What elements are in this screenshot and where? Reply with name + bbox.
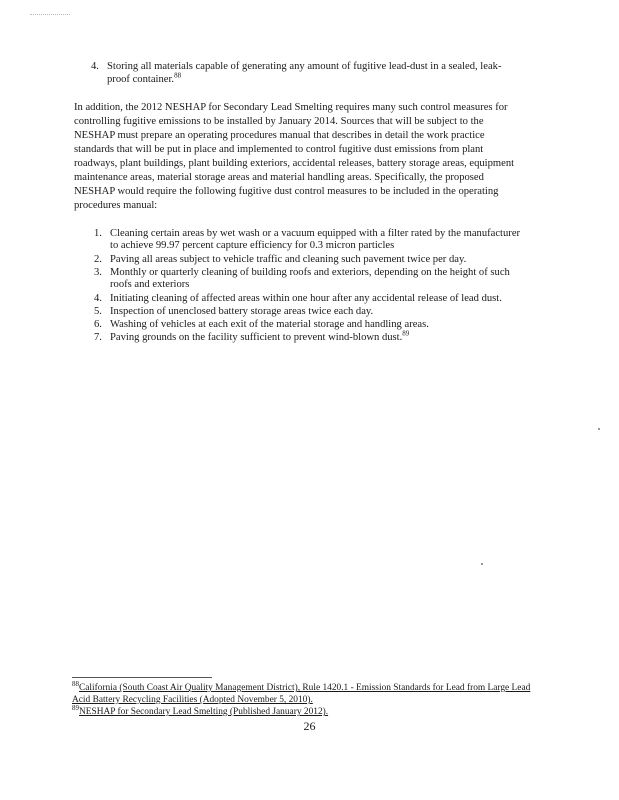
list-number: 3. [94, 267, 102, 278]
list-item-text: roofs and exteriors [110, 279, 190, 290]
page-number: 26 [303, 719, 316, 733]
list-item-text: Inspection of unenclosed battery storage areas twice each day. [110, 306, 374, 317]
footnote-marker: 88 [72, 679, 79, 688]
list-item-text: to achieve 99.97 percent capture efficiency for 0.3 micron particles [110, 240, 395, 251]
footnote-ref: 88 [174, 71, 182, 80]
footnote: $^{89}$NESHAP for Secondary Lead Smelting (Published January 2012). [72, 703, 329, 717]
paragraph-line: roadways, plant buildings, plant building exteriors, accidental releases, battery storage areas, equipment [74, 158, 515, 169]
list-item-text: Cleaning certain areas by wet wash or a vacuum equipped with a filter rated by the manufacturer [110, 228, 521, 239]
paragraph-line: maintenance areas, material storage areas and material handling areas. Specifically, the proposed [74, 172, 484, 183]
paragraph-line: In addition, the 2012 NESHAP for Secondary Lead Smelting requires many such control measures for [74, 102, 508, 113]
paragraph-line: standards that will be put in place and implemented to control fugitive dust emissions from plant [74, 144, 484, 155]
paragraph-line: NESHAP would require the following fugitive dust control measures to be included in the operating [74, 186, 499, 197]
list-item-text: Paving grounds on the facility sufficient to prevent wind-blown dust.$^{89}$ [110, 329, 410, 343]
list-number: 2. [94, 254, 102, 265]
paragraph-line: procedures manual: [74, 200, 158, 211]
list-number: 7. [94, 332, 102, 343]
list-number: 4. [94, 293, 102, 304]
paragraph-line: NESHAP must prepare an operating procedures manual that describes in detail the work practice [74, 130, 485, 141]
list-number: 6. [94, 319, 102, 330]
footnote-ref: 89 [402, 329, 410, 338]
list-item-text: Initiating cleaning of affected areas within one hour after any accidental release of lead dust. [110, 293, 502, 304]
list-number: 4. [91, 61, 99, 72]
paragraph-line: controlling fugitive emissions to be installed by January 2014. Sources that will be subject to the [74, 116, 484, 127]
list-item-text: Storing all materials capable of generating any amount of fugitive lead-dust in a sealed, leak- [107, 61, 502, 72]
list-item-text: Paving all areas subject to vehicle traffic and cleaning such pavement twice per day. [110, 254, 467, 265]
footnote: $^{88}$California (South Coast Air Quality Management District), Rule 1420.1 - Emission Standards for Lead from Large Lead [72, 679, 531, 693]
list-item-text: Washing of vehicles at each exit of the material storage and handling areas. [110, 319, 429, 330]
list-number: 1. [94, 228, 102, 239]
list-item-text: Monthly or quarterly cleaning of building roofs and exteriors, depending on the height of such [110, 267, 510, 278]
list-number: 5. [94, 306, 102, 317]
list-item-text: proof container.$^{88}$ [107, 71, 182, 85]
footnote-marker: 89 [72, 703, 79, 712]
footnote-separator [72, 677, 212, 678]
footnote: Acid Battery Recycling Facilities (Adopted November 5, 2010). [72, 695, 313, 705]
